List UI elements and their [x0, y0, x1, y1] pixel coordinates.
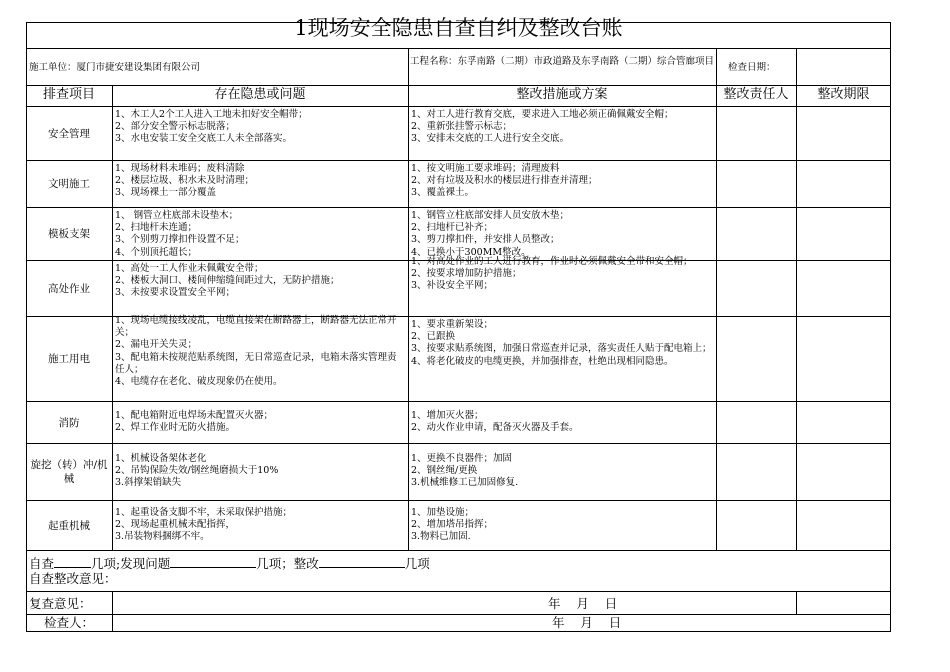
row-deadline-fire[interactable]	[797, 402, 891, 443]
row-measures-drilling: 1、更换不良器件；加固 2、钢丝绳/更换 3.机械维修工已加固修复.	[411, 453, 519, 489]
header-owner: 整改责任人	[723, 87, 789, 102]
row-issues-electricity: 1、现场电缆接线凌乱，电缆直接架在断路器上，断路器无法正常开关； 2、漏电开关失灵； 3、配电箱未按规范贴系统图，无日常巡查记录，电箱未落实管理责任人； 4、电缆存在老化、破皮现象仍在使用。	[115, 315, 397, 388]
row-category-safety: 安全管理	[48, 127, 90, 140]
grid-line	[408, 85, 409, 550]
row-category-electricity: 施工用电	[48, 353, 90, 365]
grid-line	[26, 401, 891, 402]
row-issues-formwork: 1、 钢管立柱底部未设垫木； 2、扫地杆未连通； 3、个别剪刀撑扣件设置不足； 4、个别顶托超长；	[115, 210, 245, 258]
header-item: 排查项目	[42, 87, 95, 102]
row-category-fire: 消防	[58, 416, 80, 429]
row-owner-height-work[interactable]	[717, 261, 796, 316]
row-issues-civilized: 1、现场材料未堆码；废料清除 2、楼层垃圾、积水未及时清理； 3、现场裸土一部分覆盖	[115, 163, 255, 199]
row-deadline-safety[interactable]	[797, 107, 891, 160]
page-title: 1现场安全隐患自查自纠及整改台账	[294, 16, 623, 40]
grid-line	[408, 48, 409, 85]
row-owner-safety[interactable]	[717, 107, 796, 160]
grid-line	[26, 443, 891, 444]
row-category-formwork: 模板支架	[48, 228, 90, 240]
row-deadline-drilling[interactable]	[797, 444, 891, 500]
row-owner-lifting[interactable]	[717, 501, 796, 550]
grid-line	[26, 48, 891, 49]
construction-unit: 施工单位：厦门市捷安建设集团有限公司	[29, 62, 201, 73]
grid-line	[26, 631, 891, 632]
grid-line	[112, 85, 113, 550]
row-issues-lifting: 1、起重设备支脚不牢，未采取保护措施； 2、现场起重机械未配指挥， 3.吊装物料捆绑不牢。	[115, 507, 293, 543]
row-owner-formwork[interactable]	[717, 208, 796, 260]
row-owner-electricity[interactable]	[717, 317, 796, 401]
row-category-drilling: 旋挖（转）冲/机械	[30, 459, 108, 485]
summary-text-1: 自查	[29, 556, 55, 571]
row-owner-civilized[interactable]	[717, 161, 796, 207]
summary-text-3: 几项；整改	[256, 556, 319, 571]
grid-line	[26, 500, 891, 501]
grid-line	[716, 48, 717, 85]
row-category-lifting: 起重机械	[48, 519, 90, 532]
row-measures-lifting: 1、加垫设施； 2、增加塔吊指挥； 3.物料已加固.	[411, 507, 494, 543]
row-measures-height-work: 1、对高处作业的工人进行教育，作业时必须佩戴安全带和安全帽； 2、按要求增加防护措施； 3、补设安全平网；	[411, 256, 693, 292]
rectify-count-blank[interactable]	[319, 555, 405, 568]
grid-line	[26, 260, 891, 261]
row-deadline-electricity[interactable]	[797, 317, 891, 401]
grid-line	[716, 85, 717, 550]
self-check-opinion-label: 自查整改意见：	[29, 571, 117, 586]
row-issues-safety: 1、木工人2个工人进入工地未扣好安全帽带； 2、部分安全警示标志脱落； 3、水电安装工安全交底工人未全部落实。	[115, 109, 308, 145]
grid-line	[26, 85, 891, 86]
inspector-signature-input[interactable]	[113, 615, 890, 631]
summary-text-4: 几项	[404, 556, 430, 571]
row-measures-electricity: 1、要求重新架设； 2、已跟换 3、按要求贴系统图，加强日常巡查并记录，落实责任人贴于配电箱上； 4、将老化破皮的电缆更换，并加强排查，杜绝出现相同隐患。	[411, 319, 712, 367]
grid-line	[796, 85, 797, 550]
row-issues-fire: 1、配电箱附近电焊场未配置灭火器； 2、焊工作业时无防火措施。	[115, 410, 274, 434]
problem-count-blank[interactable]	[170, 555, 256, 568]
self-check-count-blank[interactable]	[54, 555, 91, 568]
inspector-date: 年 月 日	[552, 615, 622, 630]
grid-line	[26, 207, 891, 208]
inspector-label: 检查人：	[43, 615, 94, 630]
project-name: 工程名称：东孚南路（二期）市政道路及东孚南路（二期）综合管廊项目	[410, 56, 715, 67]
header-measure: 整改措施或方案	[516, 87, 608, 102]
row-deadline-lifting[interactable]	[797, 501, 891, 550]
inspection-date-value[interactable]	[797, 49, 890, 85]
header-deadline: 整改期限	[817, 87, 870, 102]
row-measures-formwork: 1、钢管立柱底部安排人员安放木垫； 2、扫地杆已补齐； 3、剪刀撑扣件，并安排人员整改； 4、已换小于300MM整改。	[411, 210, 570, 258]
grid-line	[26, 316, 891, 317]
grid-line	[26, 106, 891, 107]
grid-line	[796, 48, 797, 85]
row-owner-drilling[interactable]	[717, 444, 796, 500]
header-issue: 存在隐患或问题	[214, 87, 306, 102]
review-opinion-input[interactable]	[113, 592, 795, 614]
row-deadline-height-work[interactable]	[797, 261, 891, 316]
review-date: 年 月 日	[548, 596, 618, 611]
row-category-civilized: 文明施工	[48, 178, 90, 190]
row-deadline-formwork[interactable]	[797, 208, 891, 260]
row-issues-drilling: 1、机械设备架体老化 2、吊钩保险失效/钢丝绳磨损大于10% 3.斜撑架销缺失	[115, 453, 279, 489]
summary-text-2: 几项;发现问题	[91, 556, 171, 571]
row-owner-fire[interactable]	[717, 402, 796, 443]
grid-line	[26, 591, 891, 592]
row-issues-height-work: 1、高处一工人作业未佩戴安全带； 2、楼板大洞口、楼间伸缩缝间距过大，无防护措施； 3、未按要求设置安全平网；	[115, 263, 340, 299]
row-measures-civilized: 1、按文明施工要求堆码；清理废料 2、对有垃圾及积水的楼层进行排查并清理； 3、覆盖裸土。	[411, 163, 598, 199]
grid-line	[796, 591, 797, 614]
grid-line	[26, 550, 891, 551]
grid-line	[890, 22, 891, 632]
row-measures-fire: 1、增加灭火器； 2、动火作业申请，配备灭火器及手套。	[411, 410, 579, 434]
review-opinion-label: 复查意见：	[29, 596, 92, 611]
row-deadline-civilized[interactable]	[797, 161, 891, 207]
self-check-summary	[29, 555, 629, 571]
grid-line	[112, 591, 113, 631]
inspection-date-label: 检查日期：	[728, 62, 776, 73]
grid-line	[26, 22, 891, 23]
grid-line	[26, 160, 891, 161]
row-category-height-work: 高处作业	[48, 282, 90, 295]
row-measures-safety: 1、对工人进行教育交底，要求进入工地必须正确佩戴安全帽； 2、重新张挂警示标志； 3、安排未交底的工人进行安全交底。	[411, 109, 674, 145]
grid-line	[26, 614, 891, 615]
grid-line	[26, 22, 27, 632]
